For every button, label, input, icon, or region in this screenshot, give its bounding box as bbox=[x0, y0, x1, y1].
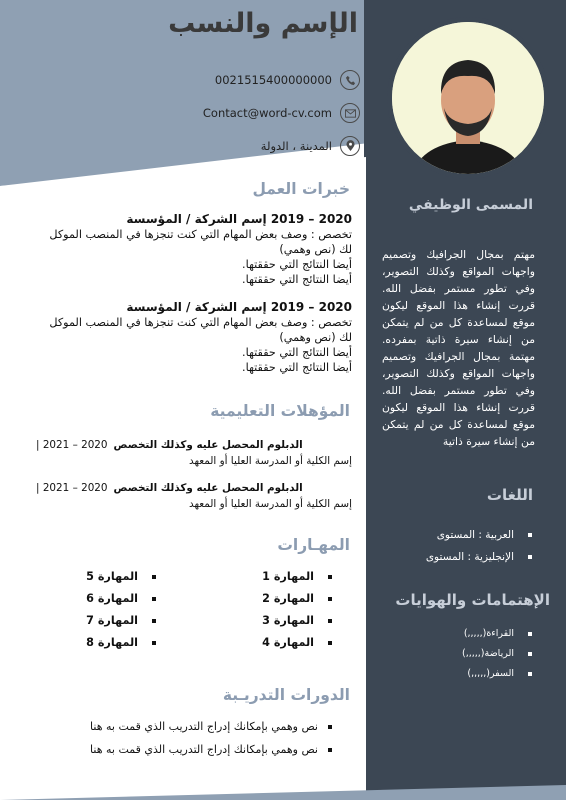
experience-result: أيضا النتائج التي حققتها. bbox=[242, 346, 352, 359]
skill-item: المهارة 1 bbox=[262, 570, 332, 583]
courses-title: الدورات التدريـبة bbox=[222, 686, 350, 704]
course-item: نص وهمي بإمكانك إدراج التدريب الذي قمت به هنا bbox=[90, 743, 332, 756]
skill-item: المهارة 6 bbox=[86, 592, 156, 605]
interest-item: السفر(,,,,,) bbox=[462, 664, 532, 684]
full-name: الإسم والنسب bbox=[168, 8, 358, 39]
education-years: 2020 – 2021 | bbox=[36, 439, 108, 451]
skills-title: المهـارات bbox=[277, 536, 350, 554]
education-degree: الدبلوم المحصل عليه وكذلك التخصص bbox=[113, 439, 303, 451]
experience-result: أيضا النتائج التي حققتها. bbox=[242, 273, 352, 286]
profile-photo bbox=[392, 22, 544, 174]
education-school: إسم الكلية أو المدرسة العليا أو المعهد bbox=[188, 498, 352, 510]
profile-photo-frame bbox=[387, 17, 549, 179]
experience-head: 2020 – 2019 إسم الشركة / المؤسسة bbox=[126, 300, 352, 314]
experience-desc: تخصص : وصف بعض المهام التي كنت تنجزها في المنصب الموكل لك (نص وهمي) bbox=[49, 316, 352, 344]
skill-item: المهارة 4 bbox=[262, 636, 332, 649]
skill-item: المهارة 5 bbox=[86, 570, 156, 583]
course-item: نص وهمي بإمكانك إدراج التدريب الذي قمت به هنا bbox=[90, 720, 332, 733]
interest-item: الرياضة(,,,,,) bbox=[462, 644, 532, 664]
language-item: الإنجليزية : المستوى bbox=[426, 546, 532, 568]
profile-summary: مهتم بمجال الجرافيك وتصميم واجهات المواقع وكذلك التصوير، وفي تطور مستمر بفضل الله. قررت إنشاء هذا الموقع ليكون موقع لمساعدة كل من لم يتمكن من إنشاء سيرة ذاتية بمفرده. مهتمة بمجال الجرافيك وتصميم واجهات المواقع وكذلك التصوير، وفي تطور مستمر بفضل الله. قررت إنشاء هذا الموقع ليكون موقع لمساعدة كل من لم يتمكن من إنشاء سيرة ذاتية bbox=[382, 248, 535, 448]
experience-desc: تخصص : وصف بعض المهام التي كنت تنجزها في المنصب الموكل لك (نص وهمي) bbox=[49, 228, 352, 256]
address-text: المدينة ، الدولة bbox=[260, 139, 332, 153]
skill-item: المهارة 8 bbox=[86, 636, 156, 649]
education-degree: الدبلوم المحصل عليه وكذلك التخصص bbox=[113, 482, 303, 494]
interest-item: القراءة(,,,,,) bbox=[462, 624, 532, 644]
skill-item: المهارة 2 bbox=[262, 592, 332, 605]
experience-head: 2020 – 2019 إسم الشركة / المؤسسة bbox=[126, 212, 352, 226]
languages-title: اللغات bbox=[486, 486, 533, 504]
job-title: المسمى الوظيفي bbox=[408, 197, 533, 213]
skill-item: المهارة 3 bbox=[262, 614, 332, 627]
skill-item: المهارة 7 bbox=[86, 614, 156, 627]
phone-text: 0021515400000000 bbox=[214, 73, 332, 87]
experience-title: خبرات العمل bbox=[252, 180, 350, 198]
language-item: العربية : المستوى bbox=[426, 524, 532, 546]
education-school: إسم الكلية أو المدرسة العليا أو المعهد bbox=[188, 455, 352, 467]
interests-title: الإهتمامات والهوايات bbox=[395, 591, 550, 609]
experience-result: أيضا النتائج التي حققتها. bbox=[242, 361, 352, 374]
email-text: Contact@word-cv.com bbox=[202, 106, 332, 120]
education-title: المؤهلات التعليمية bbox=[210, 402, 350, 420]
experience-result: أيضا النتائج التي حققتها. bbox=[242, 258, 352, 271]
education-years: 2020 – 2021 | bbox=[36, 482, 108, 494]
